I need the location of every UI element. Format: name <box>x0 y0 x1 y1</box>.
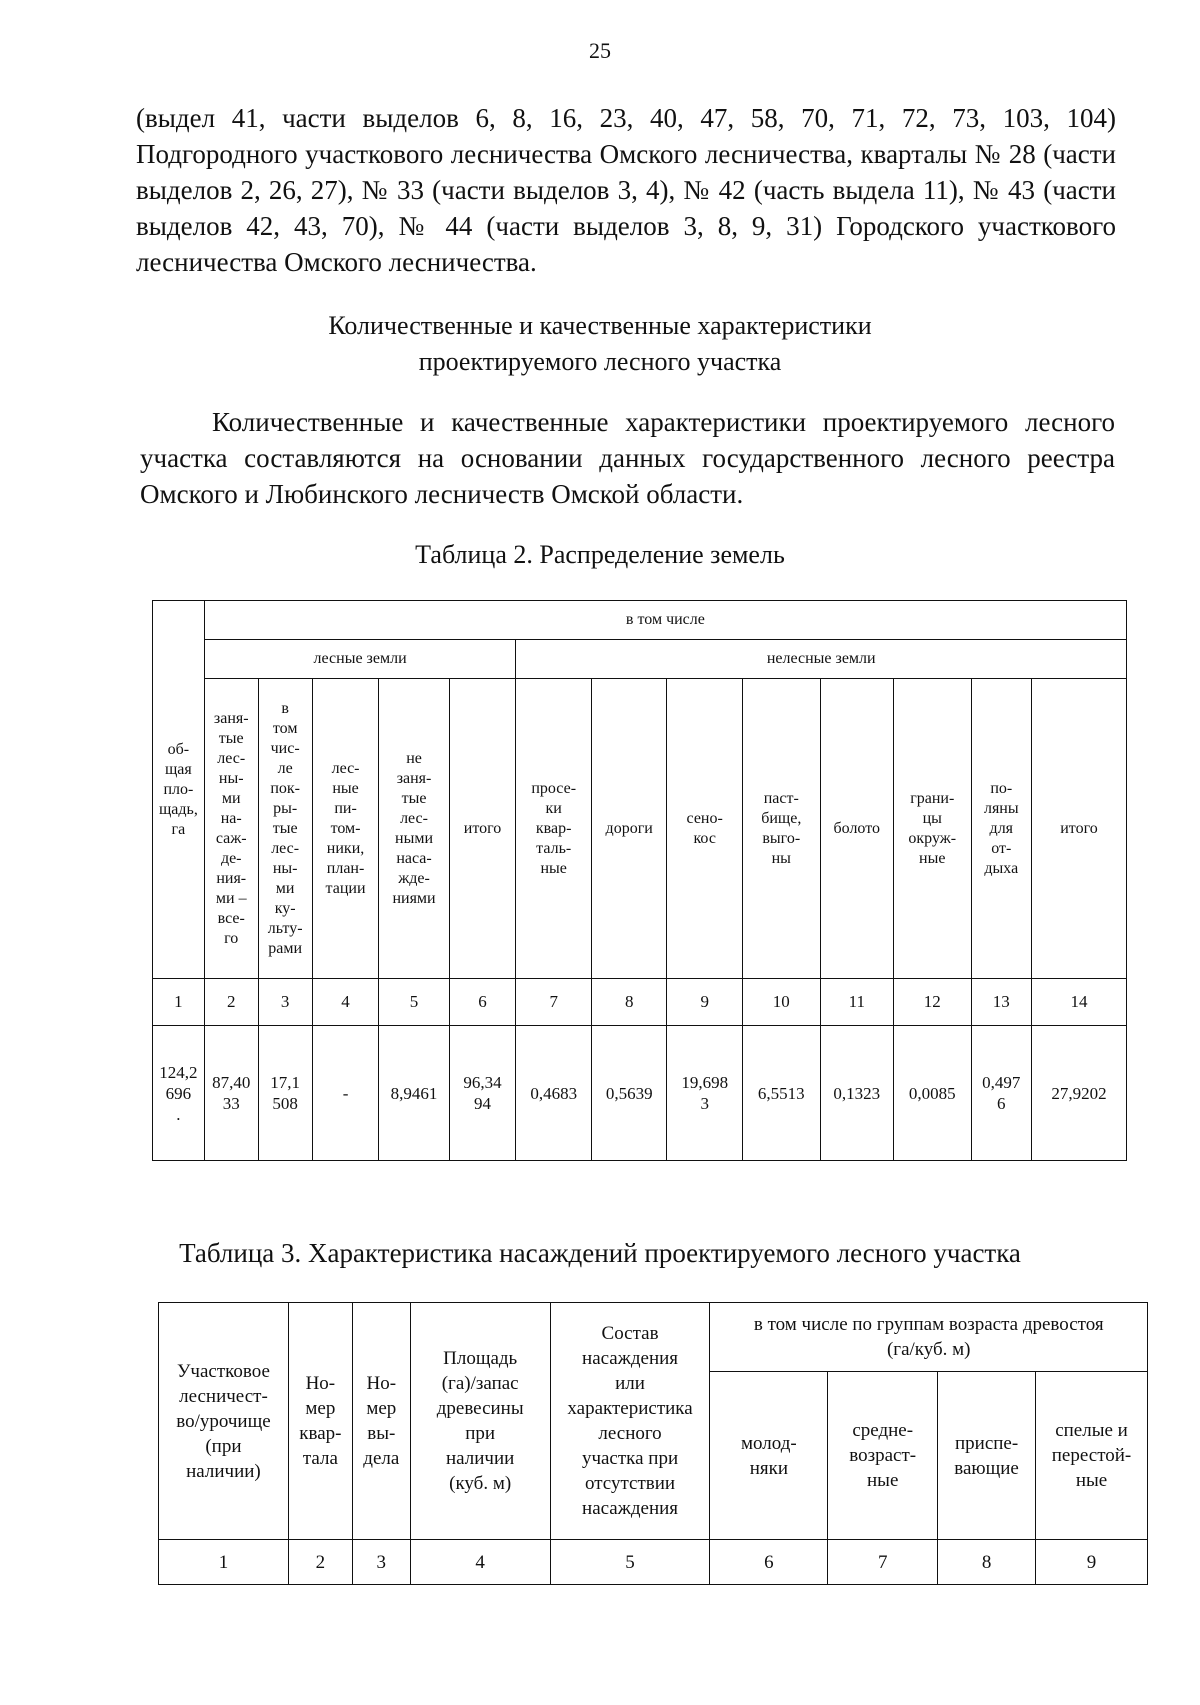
col-header-12: грани- цы окруж- ные <box>893 679 971 979</box>
col-number: 2 <box>204 979 258 1026</box>
data-cell: 27,9202 <box>1031 1026 1126 1161</box>
col-number: 1 <box>159 1540 289 1585</box>
col-header-8: дороги <box>591 679 667 979</box>
col-number: 4 <box>312 979 379 1026</box>
table2-data-row <box>153 1026 1127 1161</box>
data-cell: 8,9461 <box>379 1026 449 1161</box>
col-header-11: болото <box>820 679 893 979</box>
data-cell: 96,34 94 <box>449 1026 516 1161</box>
data-cell: 0,1323 <box>820 1026 893 1161</box>
col-number: 2 <box>288 1540 352 1585</box>
col-number: 1 <box>153 979 205 1026</box>
col-header-2: заня- тые лес- ны- ми на- саж- де- ния- ми – все- го <box>204 679 258 979</box>
data-cell: 17,1 508 <box>258 1026 312 1161</box>
col-header-6: итого <box>449 679 516 979</box>
col-header-14: итого <box>1031 679 1126 979</box>
forest-lands-header: лесные земли <box>204 640 516 679</box>
col-header-maturing: приспе- вающие <box>938 1372 1036 1540</box>
col-number: 14 <box>1031 979 1126 1026</box>
col-header-middle-aged: средне- возраст- ные <box>828 1372 938 1540</box>
col-header-10: паст- бище, выго- ны <box>742 679 820 979</box>
col-number: 10 <box>742 979 820 1026</box>
page-number: 25 <box>589 38 611 63</box>
col-header-13: по- ляны для от- дыха <box>971 679 1031 979</box>
col-number: 8 <box>938 1540 1036 1585</box>
data-cell: 0,5639 <box>591 1026 667 1161</box>
data-cell: 124,2 696 . <box>153 1026 205 1161</box>
col-number: 7 <box>516 979 592 1026</box>
col-header-area: Площадь (га)/запас древесины при наличии (куб. м) <box>410 1303 550 1540</box>
intro-paragraph: (выдел 41, части выделов 6, 8, 16, 23, 40, 47, 58, 70, 71, 72, 73, 103, 104) Подгородного участкового лесничества Омского лесничества, кварталы № 28 (части выделов 2, 26, 27), № 33 (части выделов 3, 4), № 42 (часть выдела 11), № 43 (части выделов 42, 43, 70), № 44 (части выделов 3, 8, 9, 31) Городского участкового лесничества Омского лесничества. <box>136 103 1116 277</box>
col-number: 5 <box>550 1540 710 1585</box>
col-header-9: сено- кос <box>667 679 743 979</box>
data-cell: - <box>312 1026 379 1161</box>
col-header-forestry: Участковое лесничест- во/урочище (при наличии) <box>159 1303 289 1540</box>
table2-number-row <box>153 979 1127 1026</box>
col-header-4: лес- ные пи- том- ники, план- тации <box>312 679 379 979</box>
col-header-quarter: Но- мер квар- тала <box>288 1303 352 1540</box>
total-area-header: об- щая пло- щадь, га <box>153 601 205 979</box>
section-title-line-1: Количественные и качественные характеристики <box>328 311 872 340</box>
col-number: 8 <box>591 979 667 1026</box>
group-header: в том числе <box>204 601 1126 640</box>
data-cell: 0,0085 <box>893 1026 971 1161</box>
col-number: 9 <box>1036 1540 1148 1585</box>
section-paragraph: Количественные и качественные характеристики проектируемого лесного участка составляются на основании данных государственного лесного реестра Омского и Любинского лесничеств Омской области. <box>140 407 1115 509</box>
col-number: 11 <box>820 979 893 1026</box>
land-distribution-table <box>152 600 1127 1161</box>
col-header-composition: Состав насаждения или характеристика лесного участка при отсутствии насаждения <box>550 1303 710 1540</box>
section-title-line-2: проектируемого лесного участка <box>418 347 782 376</box>
plantation-characteristics-table <box>158 1302 1148 1585</box>
data-cell: 0,497 6 <box>971 1026 1031 1161</box>
table3-caption: Таблица 3. Характеристика насаждений проектируемого лесного участка <box>179 1238 1021 1268</box>
data-cell: 87,40 33 <box>204 1026 258 1161</box>
col-number: 7 <box>828 1540 938 1585</box>
col-number: 4 <box>410 1540 550 1585</box>
age-group-header: в том числе по группам возраста древостоя (га/куб. м) <box>710 1303 1148 1372</box>
table3-number-row <box>159 1540 1148 1585</box>
col-number: 12 <box>893 979 971 1026</box>
col-header-allotment: Но- мер вы- дела <box>352 1303 410 1540</box>
col-number: 13 <box>971 979 1031 1026</box>
data-cell: 0,4683 <box>516 1026 592 1161</box>
data-cell: 6,5513 <box>742 1026 820 1161</box>
data-cell: 19,698 3 <box>667 1026 743 1161</box>
col-header-mature: спелые и перестой- ные <box>1036 1372 1148 1540</box>
nonforest-lands-header: нелесные земли <box>516 640 1127 679</box>
col-number: 3 <box>352 1540 410 1585</box>
col-number: 3 <box>258 979 312 1026</box>
table2-caption: Таблица 2. Распределение земель <box>415 540 785 569</box>
col-number: 6 <box>449 979 516 1026</box>
col-header-young: молод- няки <box>710 1372 828 1540</box>
col-header-7: просе- ки квар- таль- ные <box>516 679 592 979</box>
col-number: 6 <box>710 1540 828 1585</box>
col-header-5: не заня- тые лес- ными наса- жде- ниями <box>379 679 449 979</box>
col-number: 5 <box>379 979 449 1026</box>
col-number: 9 <box>667 979 743 1026</box>
col-header-3: в том чис- ле пок- ры- тые лес- ны- ми ку- льту- рами <box>258 679 312 979</box>
section-title <box>0 308 1200 380</box>
